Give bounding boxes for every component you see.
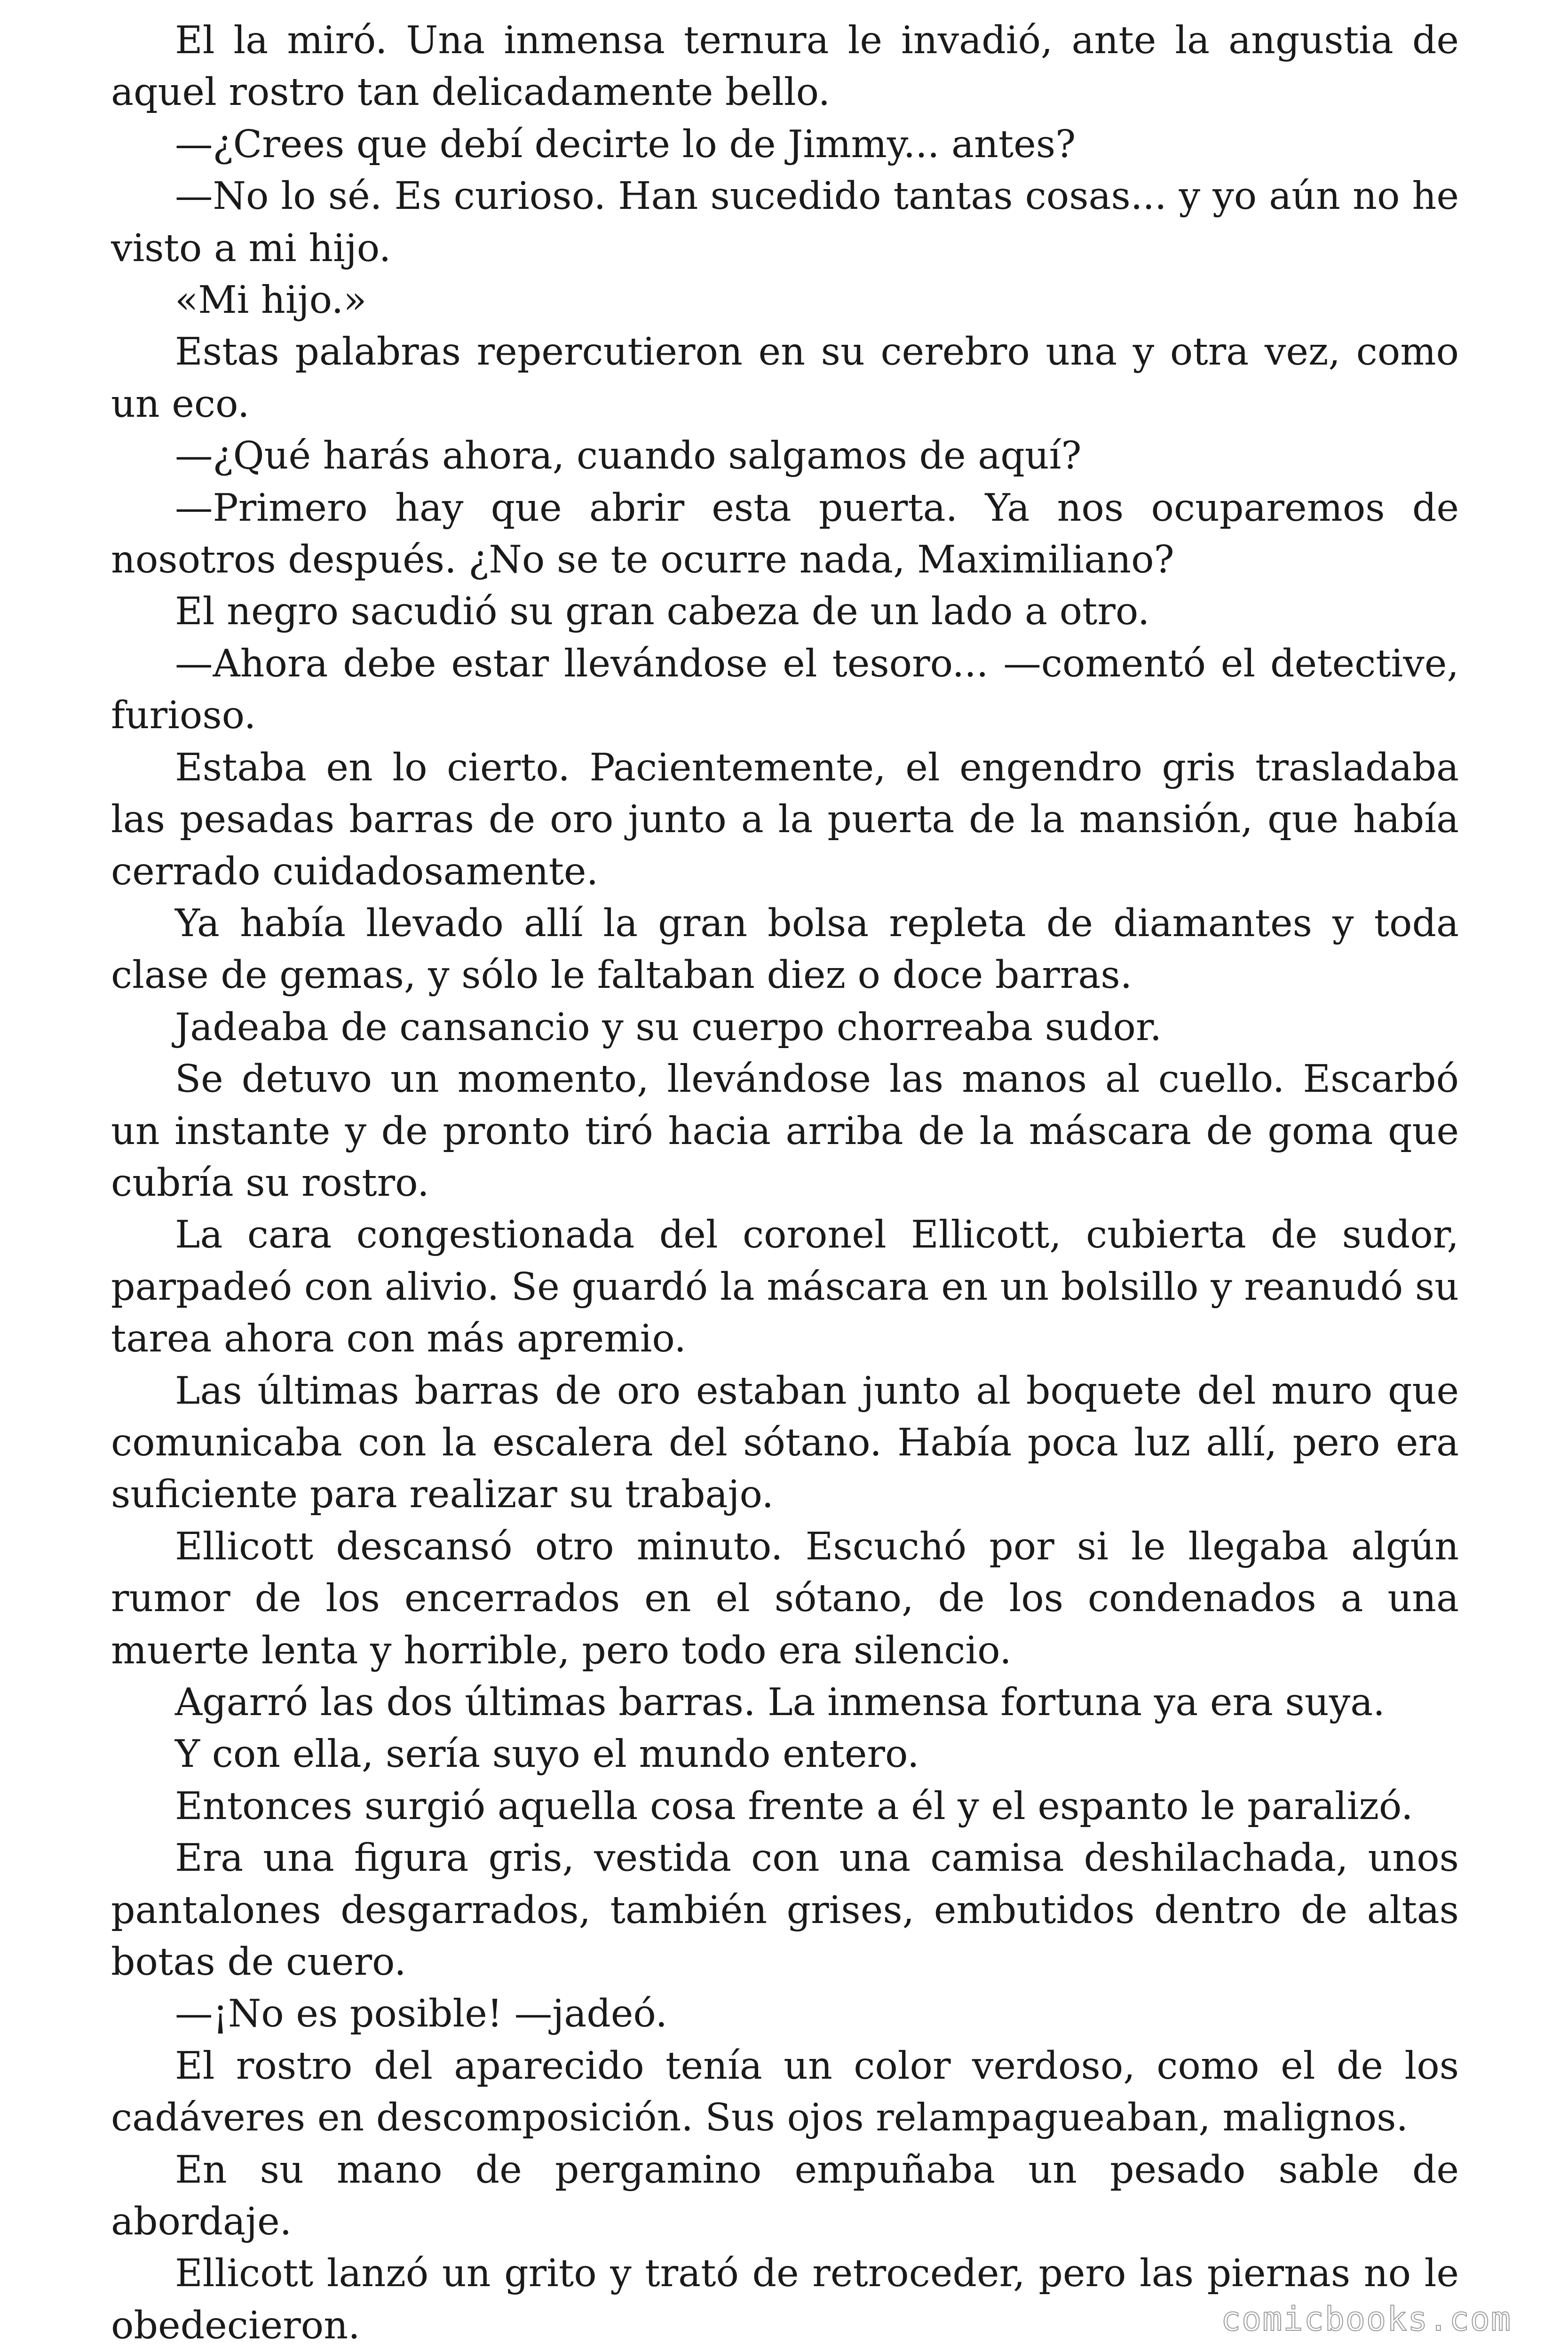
paragraph: El rostro del aparecido tenía un color verdoso, como el de los cadáveres en descomposición. Sus ojos relampagueaban, malignos.	[111, 2043, 1459, 2140]
paragraph: Jadeaba de cansancio y su cuerpo chorreaba sudor.	[175, 1004, 1162, 1049]
paragraph: «Mi hijo.»	[175, 278, 367, 322]
paragraph: La cara congestionada del coronel Ellicott, cubierta de sudor, parpadeó con alivio. Se guardó la máscara en un bolsillo y reanudó su tarea ahora con más apremio.	[111, 1212, 1459, 1361]
paragraph: Ellicott descansó otro minuto. Escuchó por si le llegaba algún rumor de los encerrados en el sótano, de los condenados a una muerte lenta y horrible, pero todo era silencio.	[111, 1524, 1459, 1672]
paragraph: El negro sacudió su gran cabeza de un lado a otro.	[175, 589, 1150, 634]
paragraph: Estaba en lo cierto. Pacientemente, el engendro gris trasladaba las pesadas barras de oro junto a la puerta de la mansión, que había cerrado cuidadosamente.	[111, 745, 1459, 893]
paragraph: Agarró las dos últimas barras. La inmensa fortuna ya era suya.	[175, 1680, 1385, 1724]
paragraph: —¡No es posible! —jadeó.	[175, 1991, 668, 2036]
paragraph: Se detuvo un momento, llevándose las manos al cuello. Escarbó un instante y de pronto tiró hacia arriba de la máscara de goma que cubría su rostro.	[111, 1057, 1459, 1205]
paragraph: —¿Crees que debí decirte lo de Jimmy... antes?	[175, 121, 1076, 166]
paragraph: En su mano de pergamino empuñaba un pesado sable de abordaje.	[111, 2147, 1459, 2244]
paragraph: Y con ella, sería suyo el mundo entero.	[175, 1732, 919, 1776]
paragraph: —Primero hay que abrir esta puerta. Ya nos ocuparemos de nosotros después. ¿No se te ocurre nada, Maximiliano?	[111, 485, 1459, 582]
paragraph: —¿Qué harás ahora, cuando salgamos de aquí?	[175, 433, 1082, 478]
paragraph: Era una figura gris, vestida con una camisa deshilachada, unos pantalones desgarrados, también grises, embutidos dentro de altas botas de cuero.	[111, 1836, 1459, 1984]
watermark: comicbooks.com	[1220, 2300, 1512, 2338]
paragraph: Ellicott lanzó un grito y trató de retroceder, pero las piernas no le obedecieron.	[111, 2251, 1459, 2347]
paragraph: Entonces surgió aquella cosa frente a él y el espanto le paralizó.	[175, 1783, 1413, 1828]
paragraph: Estas palabras repercutieron en su cerebro una y otra vez, como un eco.	[111, 329, 1459, 426]
paragraph: El la miró. Una inmensa ternura le invadió, ante la angustia de aquel rostro tan delicadamente bello.	[111, 18, 1459, 114]
paragraph: Las últimas barras de oro estaban junto al boquete del muro que comunicaba con la escalera del sótano. Había poca luz allí, pero era suficiente para realizar su trabajo.	[111, 1368, 1459, 1517]
page-body	[111, 14, 1459, 2351]
paragraph: —No lo sé. Es curioso. Han sucedido tantas cosas... y yo aún no he visto a mi hijo.	[111, 174, 1459, 270]
paragraph: —Ahora debe estar llevándose el tesoro... —comentó el detective, furioso.	[111, 641, 1459, 738]
paragraph: Ya había llevado allí la gran bolsa repleta de diamantes y toda clase de gemas, y sólo le faltaban diez o doce barras.	[111, 900, 1459, 997]
